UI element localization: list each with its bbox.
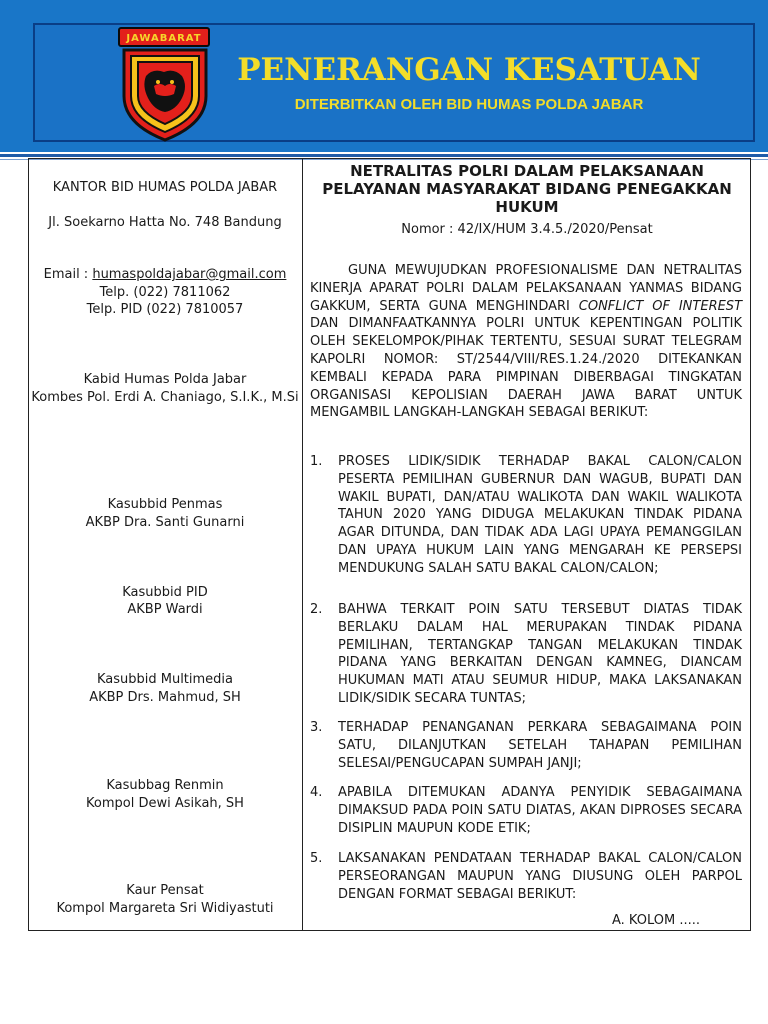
official-title: Kabid Humas Polda Jabar <box>83 372 247 387</box>
phone-pid: Telp. PID (022) 7810057 <box>86 302 244 317</box>
list-item <box>310 850 742 903</box>
email-label: Email : <box>43 267 93 282</box>
item-text: BAHWA TERKAIT POIN SATU TERSEBUT DIATAS TIDAK BERLAKU DALAM HAL MERUPAKAN TINDAK PIDANA PEMILIHAN, TERTANGKAP TANGAN MELAKUKAN TINDAK PIDANA YANG BERKAITAN DENGAN KAMNEG, DIANCAM HUKUMAN MATI ATAU SEUMUR HIDUP, MAKA LAKSANAKAN LIDIK/SIDIK SECARA TUNTAS; <box>338 602 742 706</box>
header-rule <box>0 154 768 157</box>
intro-text-b: DAN DIMANFAATKANNYA POLRI UNTUK KEPENTINGAN POLITIK OLEH SEKELOMPOK/PIHAK TERTENTU, SESUAI SURAT TELEGRAM KAPOLRI NOMOR: ST/2544/VIII/RES.1.24./2020 DITEKANKAN KEMBALI KEPADA PARA PIMPINAN DIBERBAGAI TINGKATAN ORGANISASI KEPOLISIAN DAERAH JAWA BARAT UNTUK MENGAMBIL LANGKAH-LANGKAH SEBAGAI BERIKUT: <box>310 316 742 421</box>
official-name: AKBP Wardi <box>127 602 203 617</box>
item-text: LAKSANAKAN PENDATAAN TERHADAP BAKAL CALON/CALON PERSEORANGAN MAUPUN YANG DIUSUNG OLEH PARPOL DENGAN FORMAT SEBAGAI BERIKUT: <box>338 851 742 902</box>
item-number: 4. <box>310 785 323 800</box>
item-number: 1. <box>310 454 323 469</box>
official-name: Kombes Pol. Erdi A. Chaniago, S.I.K., M.Si <box>31 390 299 405</box>
newsletter-title: PENERANGAN KESATUAN <box>237 52 701 88</box>
list-item <box>310 601 742 708</box>
newsletter-subtitle: DITERBITKAN OLEH BID HUMAS POLDA JABAR <box>294 96 644 113</box>
official-title: Kasubbid PID <box>122 585 208 600</box>
intro-text-a: GUNA MEWUJUDKAN PROFESIONALISME DAN NETRALITAS KINERJA APARAT POLRI DALAM PELAKSANAAN YANMAS BIDANG GAKKUM, SERTA GUNA MENGHINDARI <box>310 263 742 314</box>
official-title: Kasubbid Multimedia <box>96 672 234 687</box>
email-link[interactable]: humaspoldajabar@gmail.com <box>92 267 287 282</box>
item-number: 3. <box>310 720 323 735</box>
office-name: KANTOR BID HUMAS POLDA JABAR <box>52 180 278 195</box>
article-number: Nomor : 42/IX/HUM 3.4.5./2020/Pensat <box>401 222 653 237</box>
item-text: PROSES LIDIK/SIDIK TERHADAP BAKAL CALON/CALON PESERTA PEMILIHAN GUBERNUR DAN WAGUB, BUPATI DAN WAKIL BUPATI, DAN/ATAU WALIKOTA DAN WAKIL WALIKOTA TAHUN 2020 YANG DIDUGA MELAKUKAN TINDAK PIDANA AGAR DITUNDA, DAN TIDAK ADA LAGI UPAYA PEMANGGILAN DAN UPAYA HUKUM LAIN YANG MENGARAH KE PERSEPSI MENDUKUNG SALAH SATU BAKAL CALON/CALON; <box>338 454 742 576</box>
official-title: Kasubbid Penmas <box>107 497 223 512</box>
official-title: Kaur Pensat <box>126 883 204 898</box>
list-item <box>310 453 742 578</box>
item-text: TERHADAP PENANGANAN PERKARA SEBAGAIMANA POIN SATU, DILANJUTKAN SETELAH TAHAPAN PEMILIHAN SELESAI/PENGUCAPAN SUMPAH JANJI; <box>338 720 742 771</box>
item-number: 5. <box>310 851 323 866</box>
official-name: Kompol Margareta Sri Widiyastuti <box>56 901 274 916</box>
official-name: AKBP Dra. Santi Gunarni <box>85 515 245 530</box>
official-title: Kasubbag Renmin <box>106 778 224 793</box>
column-divider <box>302 158 303 931</box>
item-text: APABILA DITEMUKAN ADANYA PENYIDIK SEBAGAIMANA DIMAKSUD PADA POIN SATU DIATAS, AKAN DIPROSES SECARA DISIPLIN MAUPUN KODE ETIK; <box>338 785 742 836</box>
intro-italic: CONFLICT OF INTEREST <box>578 298 743 314</box>
item-number: 2. <box>310 602 323 617</box>
email-line <box>30 266 300 283</box>
article-title: NETRALITAS POLRI DALAM PELAKSANAAN PELAYANAN MASYARAKAT BIDANG PENEGAKKAN HUKUM <box>322 162 732 216</box>
polda-jabar-logo <box>118 46 212 142</box>
intro-paragraph <box>310 262 742 422</box>
official-name: Kompol Dewi Asikah, SH <box>86 796 244 811</box>
phone: Telp. (022) 7811062 <box>99 285 231 300</box>
list-item <box>310 719 742 772</box>
office-address: Jl. Soekarno Hatta No. 748 Bandung <box>48 215 282 230</box>
badge-ribbon: JAWABARAT <box>118 27 210 47</box>
kolom-label: A. KOLOM ..... <box>612 913 700 928</box>
list-item <box>310 784 742 837</box>
official-name: AKBP Drs. Mahmud, SH <box>89 690 241 705</box>
